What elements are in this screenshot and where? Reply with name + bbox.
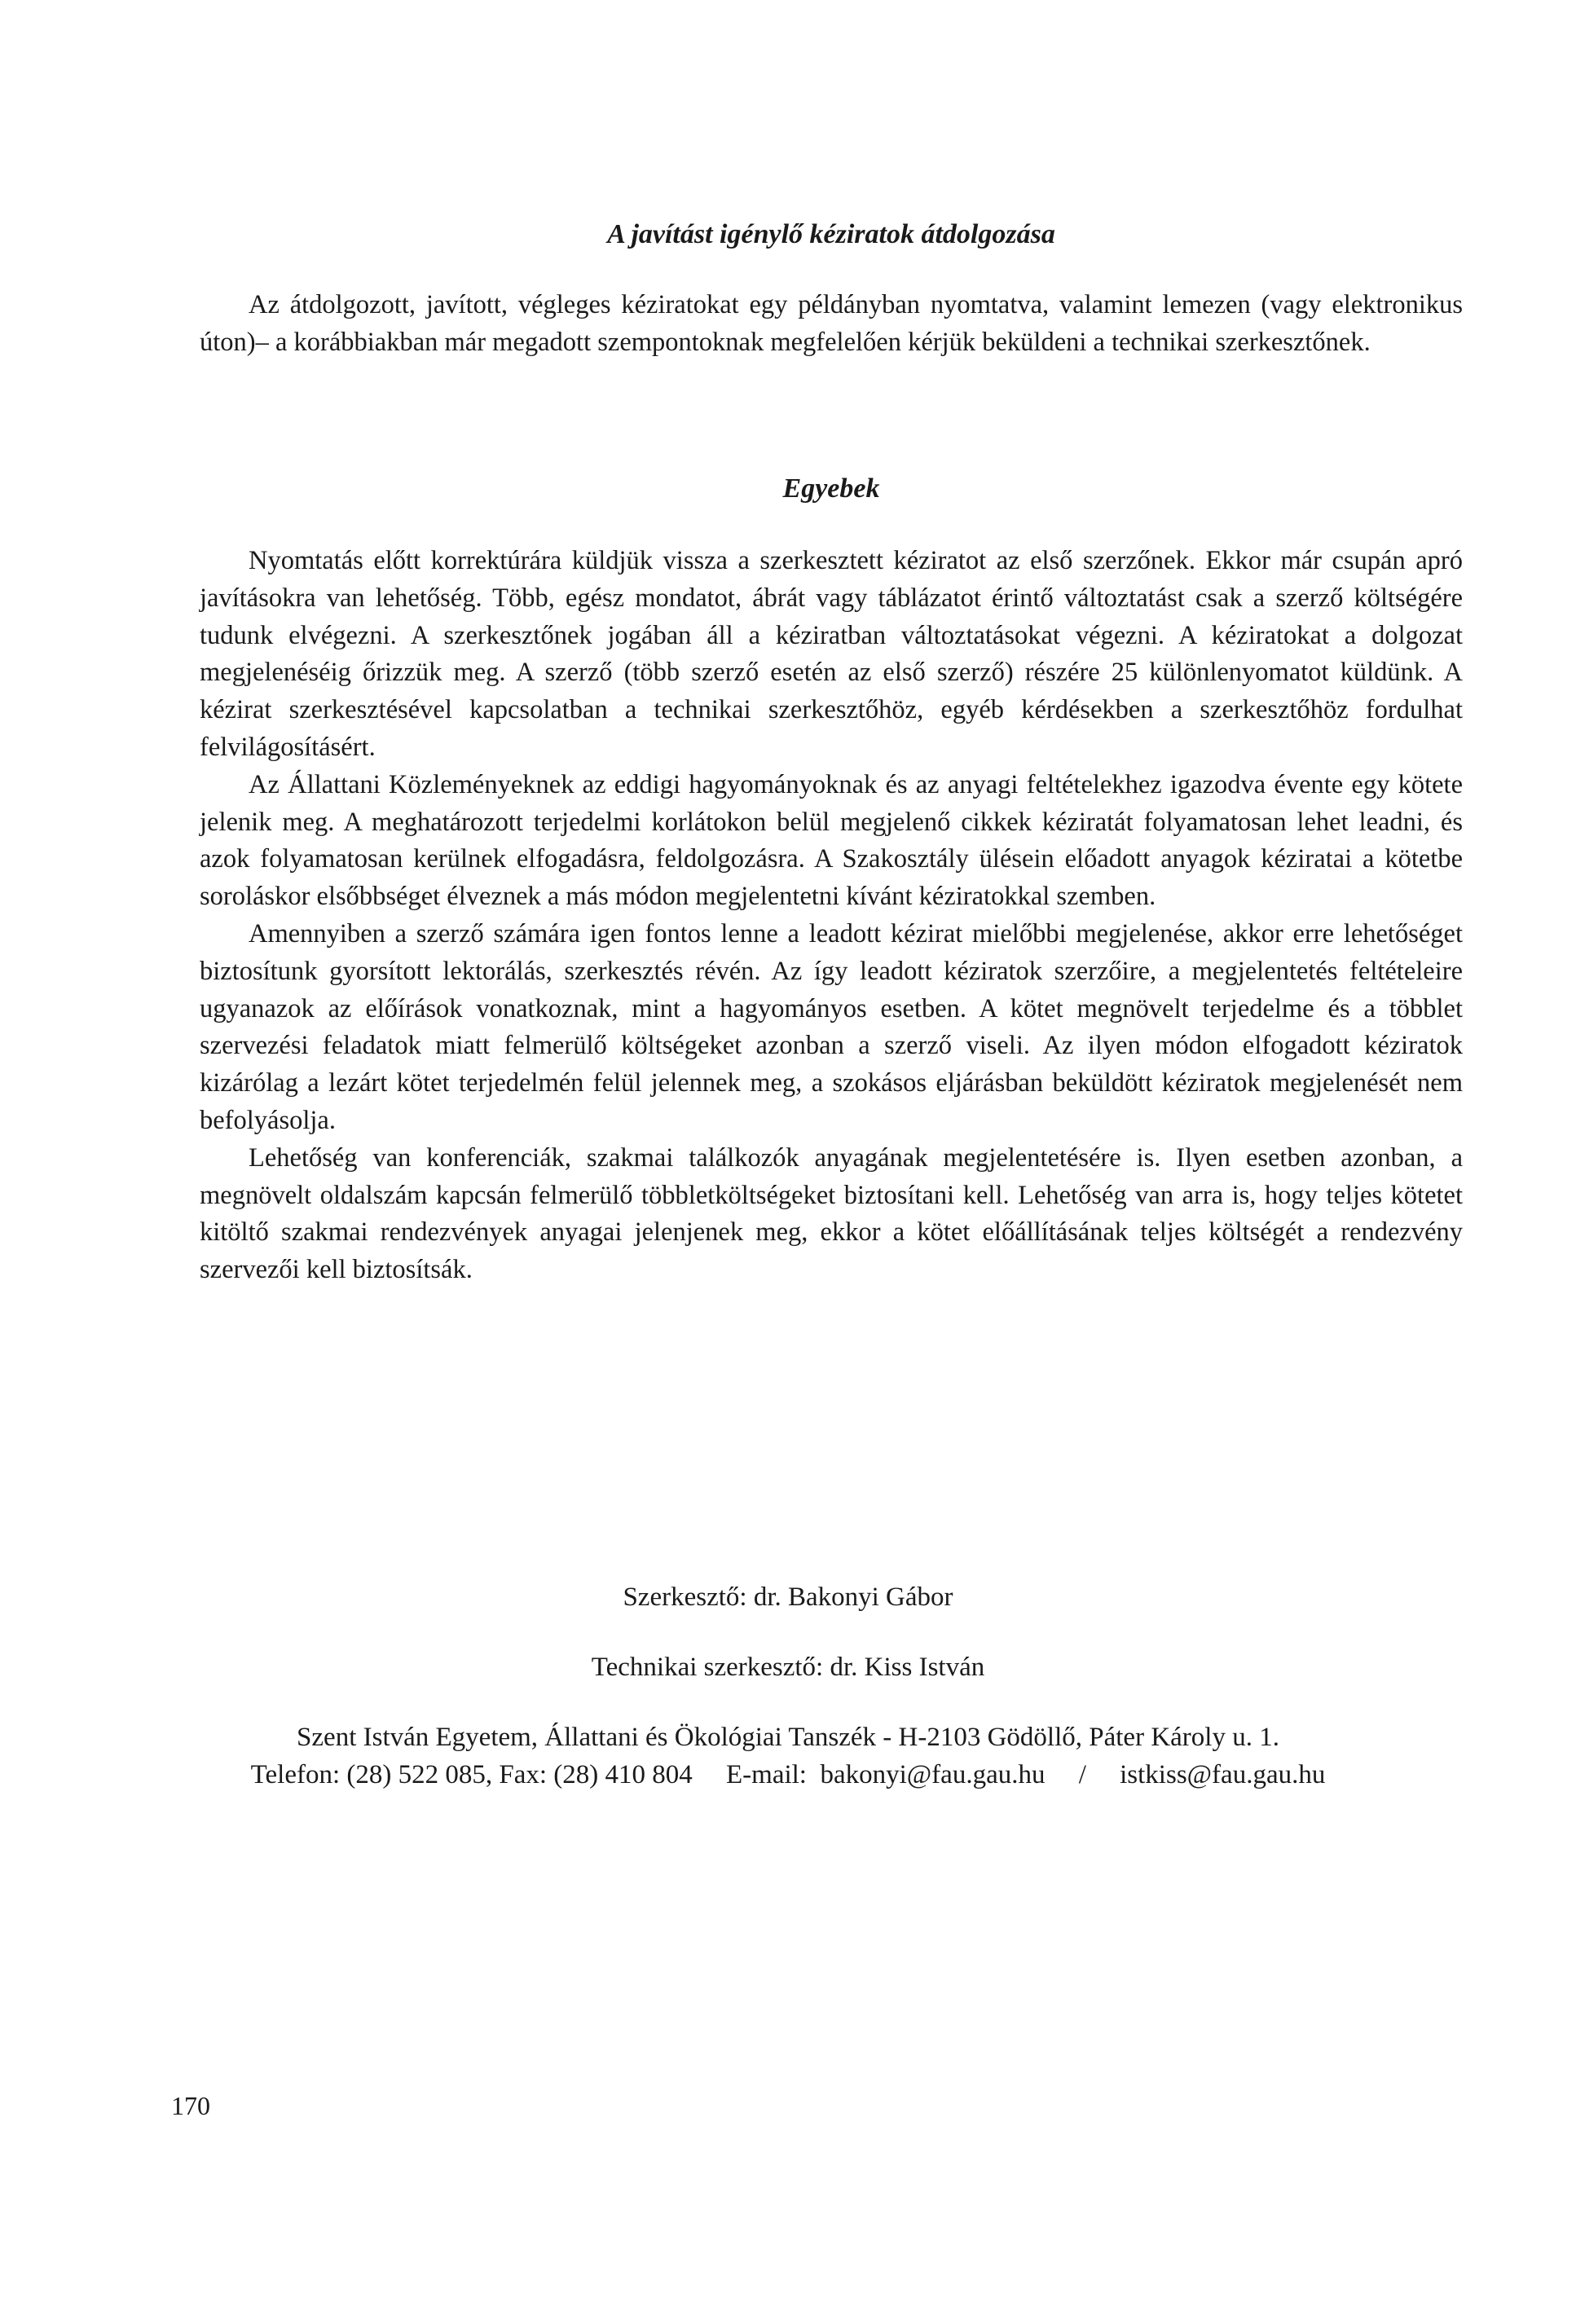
paragraph: Amennyiben a szerző számára igen fontos lenne a leadott kézirat mielőbbi megjelenése, akkor erre lehetőséget biztosítunk gyorsított lektorálás, szerkesztés révén. Az így leadott kéziratok szerzőire, a megjelentetés feltételeire ugyanazok az előírások vonatkoznak, mint a hagyományos esetben. A kötet megnövelt terjedelme és a többlet szervezési feladatok miatt felmerülő költségeket azonban a szerző viseli. Az ilyen módon elfogadott kéziratok kizárólag a lezárt kötet terjedelmén felül jelennek meg, a szokásos eljárásban beküldött kéziratok megjelenését nem befolyásolja. xyxy=(200,918,1463,1135)
paragraph: Nyomtatás előtt korrektúrára küldjük vissza a szerkesztett kéziratot az első szerzőnek. Ekkor már csupán apró javításokra van lehetőség. Több, egész mondatot, ábrát vagy táblázatot érintő változtatást csak a szerző költségére tudunk elvégezni. A szerkesztőnek jogában áll a kéziratban változtatásokat végezni. A kéziratokat a dolgozat megjelenéséig őrizzük meg. A szerző (több szerző esetén az első szerző) részére 25 különlenyomatot küldünk. A kézirat szerkesztésével kapcsolatban a technikai szerkesztőhöz, egyéb kérdésekben a szerkesztőhöz fordulhat felvilágosításért. xyxy=(200,546,1463,762)
page-number: 170 xyxy=(171,2091,210,2120)
technical-editor-line: Technikai szerkesztő: dr. Kiss István xyxy=(591,1653,985,1682)
section-heading-other: Egyebek xyxy=(782,473,880,504)
section-heading-revision: A javítást igénylő kéziratok átdolgozása xyxy=(607,219,1055,249)
paragraph: Az Állattani Közleményeknek az eddigi hagyományoknak és az anyagi feltételekhez igazodva évente egy kötete jelenik meg. A meghatározott terjedelmi korlátokon belül megjelenő cikkek kéziratát folyamatosan lehet leadni, és azok folyamatosan kerülnek elfogadásra, feldolgozásra. A Szakosztály ülésein előadott anyagok kéziratai a kötetbe soroláskor elsőbbséget élveznek a más módon megjelentetni kívánt kéziratokkal szemben. xyxy=(200,769,1463,912)
editor-line: Szerkesztő: dr. Bakonyi Gábor xyxy=(623,1582,953,1612)
address-line: Szent István Egyetem, Állattani és Ökológiai Tanszék - H-2103 Gödöllő, Páter Károly u. 1. xyxy=(297,1723,1279,1752)
section-body-other xyxy=(200,543,1463,1289)
contact-line: Telefon: (28) 522 085, Fax: (28) 410 804 E-mail: bakonyi@fau.gau.hu / istkiss@fau.gau.hu xyxy=(250,1760,1326,1789)
section-body-revision xyxy=(200,287,1463,362)
paragraph: Az átdolgozott, javított, végleges kéziratokat egy példányban nyomtatva, valamint lemezen (vagy elektronikus úton)– a korábbiakban már megadott szempontoknak megfelelően kérjük beküldeni a technikai szerkesztőnek. xyxy=(200,290,1463,357)
paragraph: Lehetőség van konferenciák, szakmai találkozók anyagának megjelentetésére is. Ilyen esetben azonban, a megnövelt oldalszám kapcsán felmerülő többletköltségeket biztosítani kell. Lehetőség van arra is, hogy teljes kötetet kitöltő szakmai rendezvények anyagai jelenjenek meg, ekkor a kötet előállításának teljes költségét a rendezvény szervezői kell biztosítsák. xyxy=(200,1142,1463,1285)
